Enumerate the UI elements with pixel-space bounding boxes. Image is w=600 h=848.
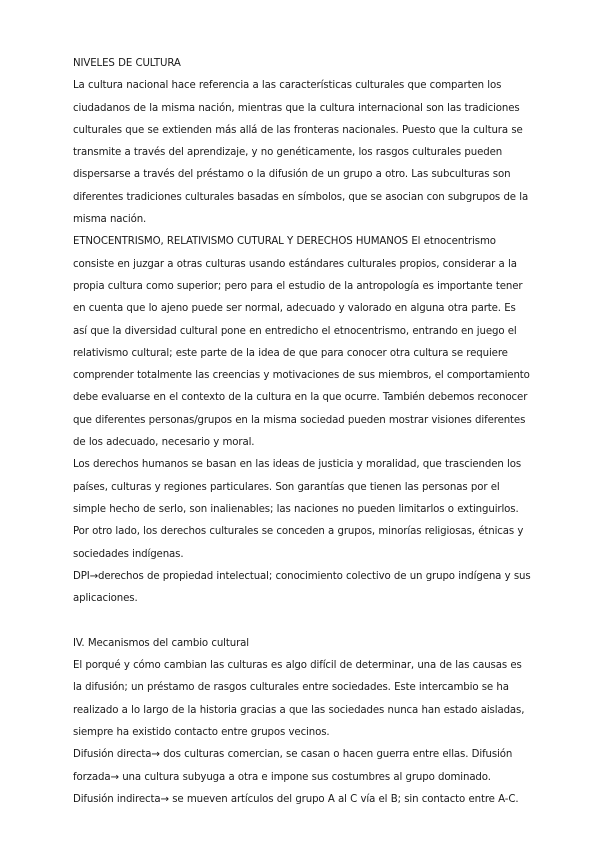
paragraph-dpi: DPI→derechos de propiedad intelectual; conocimiento colectivo de un grupo indígena y sus aplicaciones. (73, 570, 531, 605)
paragraph-difusion-directa-forzada: Difusión directa→ dos culturas comercian, se casan o hacen guerra entre ellas. Difusión forzada→ una cultura subyuga a otra e impone sus costumbres al grupo dominado. (73, 749, 513, 783)
section-title-mecanismos: IV. Mecanismos del cambio cultural (73, 637, 249, 649)
heading-niveles-de-cultura: NIVELES DE CULTURA (73, 58, 181, 69)
paragraph-etnocentrismo: ETNOCENTRISMO, RELATIVISMO CUTURAL Y DERECHOS HUMANOS El etnocentrismo consiste en juzgar a otras culturas usando estándares culturales propios, considerar a la propia cultura como superior; pero para el estudio de la antropología es importante tener en cuenta que lo ajeno puede ser normal, adecuado y valorado en alguna otra parte. Es así que la diversidad cultural pone en entredicho el etnocentrismo, entrando en juego el relativismo cultural; este parte de la idea de que para conocer otra cultura se requiere comprender totalmente las creencias y motivaciones de sus miembros, el comportamiento debe evaluarse en el contexto de la cultura en la que ocurre. También debemos reconocer que diferentes personas/grupos en la misma sociedad pueden mostrar visiones diferentes de los adecuado, necesario y moral. (73, 236, 530, 449)
document-page (73, 53, 533, 811)
blank-line (73, 610, 533, 632)
paragraph-derechos-humanos: Los derechos humanos se basan en las ideas de justicia y moralidad, que trascienden los países, culturas y regiones particulares. Son garantías que tienen las personas por el simple hecho de serlo, son inalienables; las naciones no pueden limitarlos o extinguirlos. Por otro lado, los derechos culturales se conceden a grupos, minorías religiosas, étnicas y sociedades indígenas. (73, 459, 524, 560)
paragraph-difusion-indirecta: Difusión indirecta→ se mueven artículos del grupo A al C vía el B; sin contacto entre A-C. (73, 793, 519, 805)
paragraph-cultura-nacional: La cultura nacional hace referencia a las características culturales que comparten los ciudadanos de la misma nación, mientras que la cultura internacional son las tradiciones culturales que se extienden más allá de las fronteras nacionales. Puesto que la cultura se transmite a través del aprendizaje, y no genéticamente, los rasgos culturales pueden dispersarse a través del préstamo o la difusión de un grupo a otro. Las subculturas son diferentes tradiciones culturales basadas en símbolos, que se asocian con subgrupos de la misma nación. (73, 80, 529, 226)
paragraph-difusion: El porqué y cómo cambian las culturas es algo difícil de determinar, una de las causas es la difusión; un préstamo de rasgos culturales entre sociedades. Este intercambio se ha realizado a lo largo de la historia gracias a que las sociedades nunca han estado aisladas, siempre ha existido contacto entre grupos vecinos. (73, 660, 525, 738)
